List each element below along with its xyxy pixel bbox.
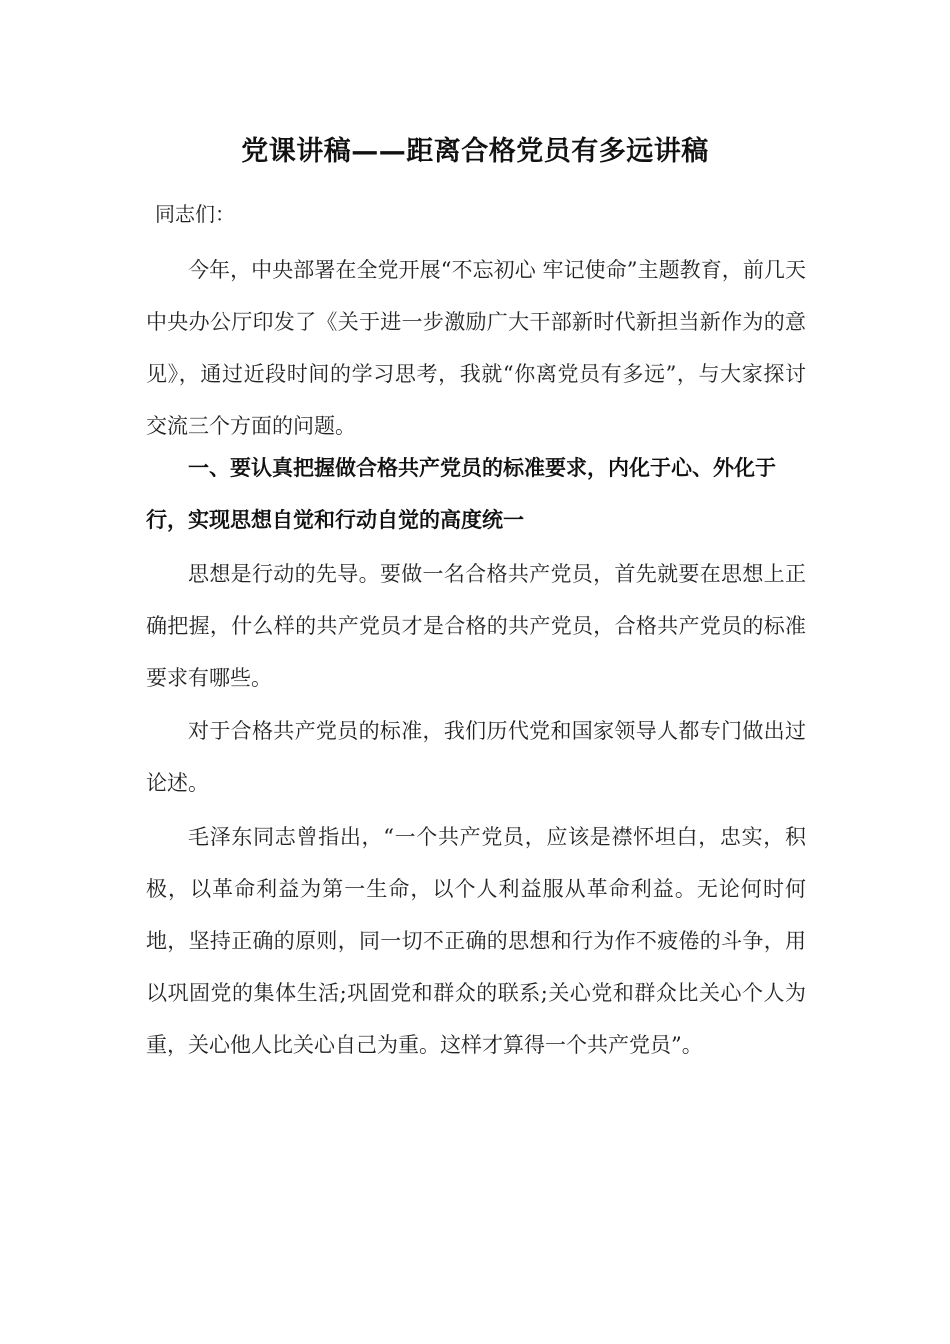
document-title: 党课讲稿——距离合格党员有多远讲稿 — [241, 136, 709, 167]
salutation: 同志们： — [155, 202, 235, 226]
paragraph-thought: 思想是行动的先导。要做一名合格共产党员，首先就要在思想上正确把握，什么样的共产党员才是合格的共产党员，合格共产党员的标准要求有哪些。 — [146, 562, 806, 690]
section-heading-1: 一、要认真把握做合格共产党员的标准要求，内化于心、外化于行，实现思想自觉和行动自觉的高度统一 — [146, 456, 776, 532]
paragraph-mao-quote: 毛泽东同志曾指出，“一个共产党员，应该是襟怀坦白，忠实，积极，以革命利益为第一生命，以个人利益服从革命利益。无论何时何地，坚持正确的原则，同一切不正确的思想和行为作不疲倦的斗争，用以巩固党的集体生活;巩固党和群众的联系;关心党和群众比关心个人为重，关心他人比关心自己为重。这样才算得一个共产党员”。 — [146, 825, 806, 1057]
paragraph-standards: 对于合格共产党员的标准，我们历代党和国家领导人都专门做出过论述。 — [146, 719, 806, 795]
paragraph-intro: 今年，中央部署在全党开展“不忘初心 牢记使命”主题教育，前几天中央办公厅印发了《关于进一步激励广大干部新时代新担当新作为的意见》，通过近段时间的学习思考，我就“你离党员有多远”，与大家探讨交流三个方面的问题。 — [146, 258, 806, 438]
